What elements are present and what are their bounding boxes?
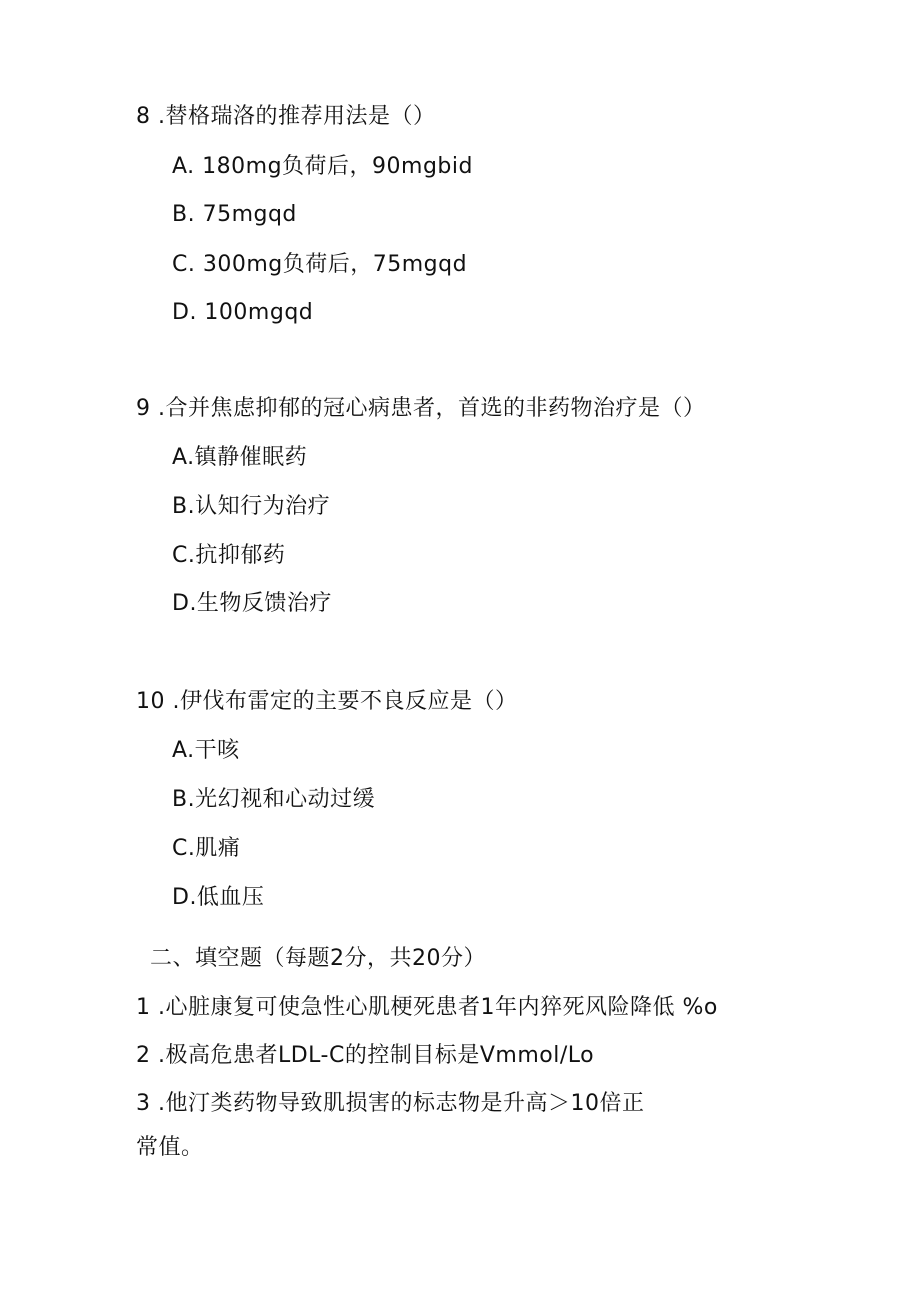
option: B. 75mgqd [172, 202, 297, 227]
option: B.光幻视和心动过缓 [172, 787, 376, 812]
question-stem: 9 .合并焦虑抑郁的冠心病患者，首选的非药物治疗是（） [136, 396, 706, 421]
option: D. 100mgqd [172, 300, 314, 325]
blank-item: 1 .心脏康复可使急性心肌梗死患者1年内猝死风险降低 %o [136, 995, 718, 1020]
option: C.抗抑郁药 [172, 543, 286, 568]
option: A. 180mg负荷后，90mgbid [172, 154, 473, 179]
blank-item: 2 .极高危患者LDL-C的控制目标是Vmmol/Lo [136, 1043, 595, 1068]
blank-item: 3 .他汀类药物导致肌损害的标志物是升高＞10倍正 [136, 1091, 645, 1116]
section-title: 二、填空题（每题2分，共20分） [150, 946, 486, 971]
option: D.生物反馈治疗 [172, 591, 332, 616]
option: C. 300mg负荷后，75mgqd [172, 252, 468, 277]
question-stem: 8 .替格瑞洛的推荐用法是（） [136, 104, 436, 129]
option: B.认知行为治疗 [172, 494, 331, 519]
option: A.镇静催眠药 [172, 445, 308, 470]
question-stem: 10 .伊伐布雷定的主要不良反应是（） [136, 689, 518, 714]
option: D.低血压 [172, 885, 265, 910]
option: C.肌痛 [172, 836, 241, 861]
option: A.干咳 [172, 738, 240, 763]
blank-item-continuation: 常值。 [136, 1135, 204, 1160]
